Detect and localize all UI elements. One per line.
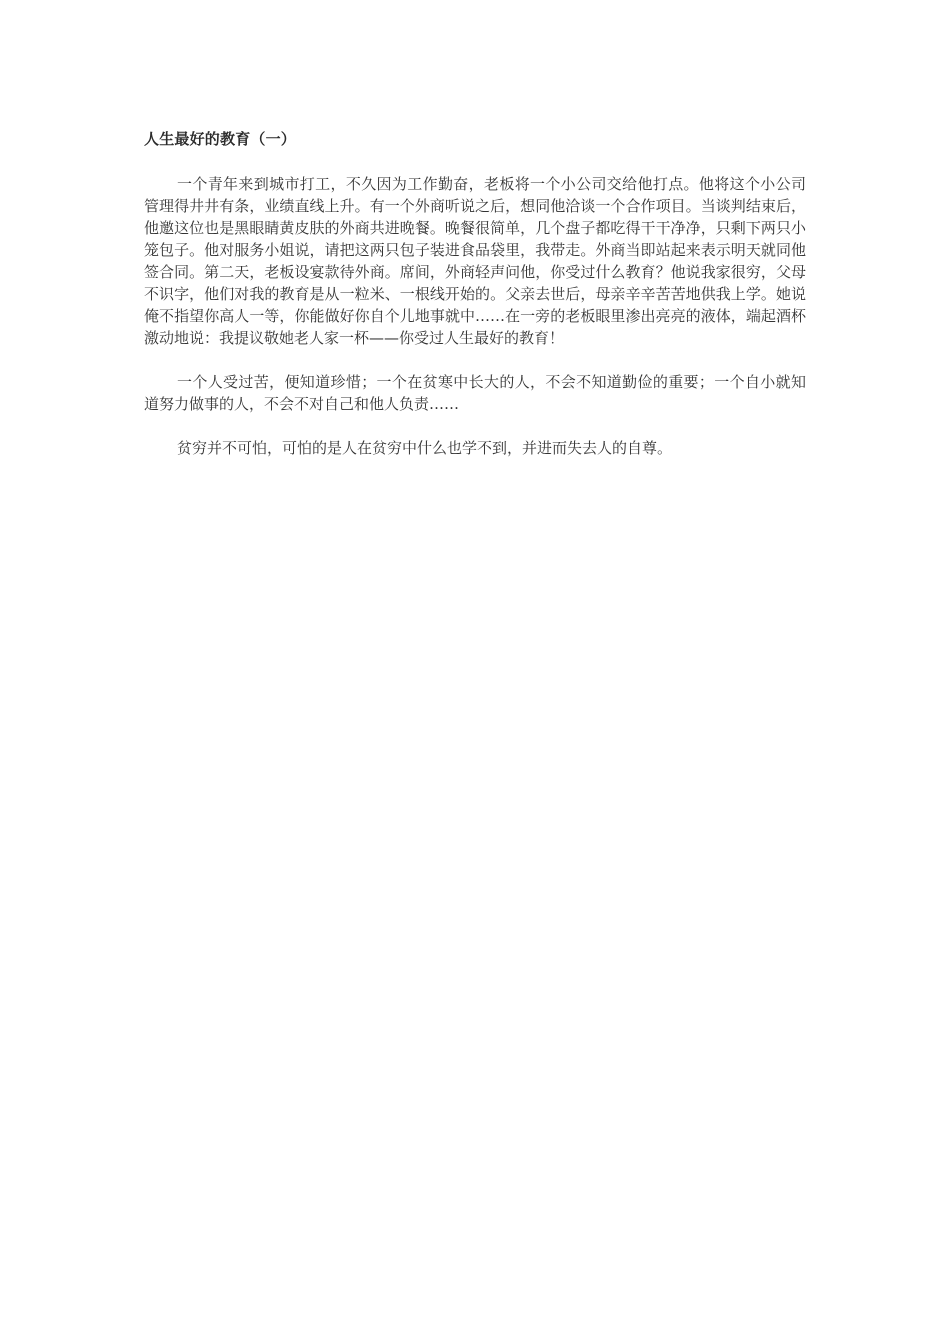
document-body bbox=[144, 128, 806, 481]
paragraph-reflection: 一个人受过苦，便知道珍惜；一个在贫寒中长大的人，不会不知道勤俭的重要；一个自小就知道努力做事的人，不会不对自己和他人负责…… bbox=[144, 373, 806, 413]
document-title: 人生最好的教育（一） bbox=[144, 130, 297, 148]
paragraph-story: 一个青年来到城市打工，不久因为工作勤奋，老板将一个小公司交给他打点。他将这个小公司管理得井井有条，业绩直线上升。有一个外商听说之后，想同他洽谈一个合作项目。当谈判结束后，他邀这位也是黑眼睛黄皮肤的外商共进晚餐。晚餐很简单，几个盘子都吃得干干净净，只剩下两只小笼包子。他对服务小姐说，请把这两只包子装进食品袋里，我带走。外商当即站起来表示明天就同他签合同。第二天，老板设宴款待外商。席间，外商轻声问他，你受过什么教育？他说我家很穷，父母不识字，他们对我的教育是从一粒米、一根线开始的。父亲去世后，母亲辛辛苦苦地供我上学。她说俺不指望你高人一等，你能做好你自个儿地事就中……在一旁的老板眼里渗出亮亮的液体，端起酒杯激动地说：我提议敬她老人家一杯——你受过人生最好的教育！ bbox=[144, 175, 806, 347]
paragraph-conclusion: 贫穷并不可怕，可怕的是人在贫穷中什么也学不到，并进而失去人的自尊。 bbox=[177, 439, 673, 457]
